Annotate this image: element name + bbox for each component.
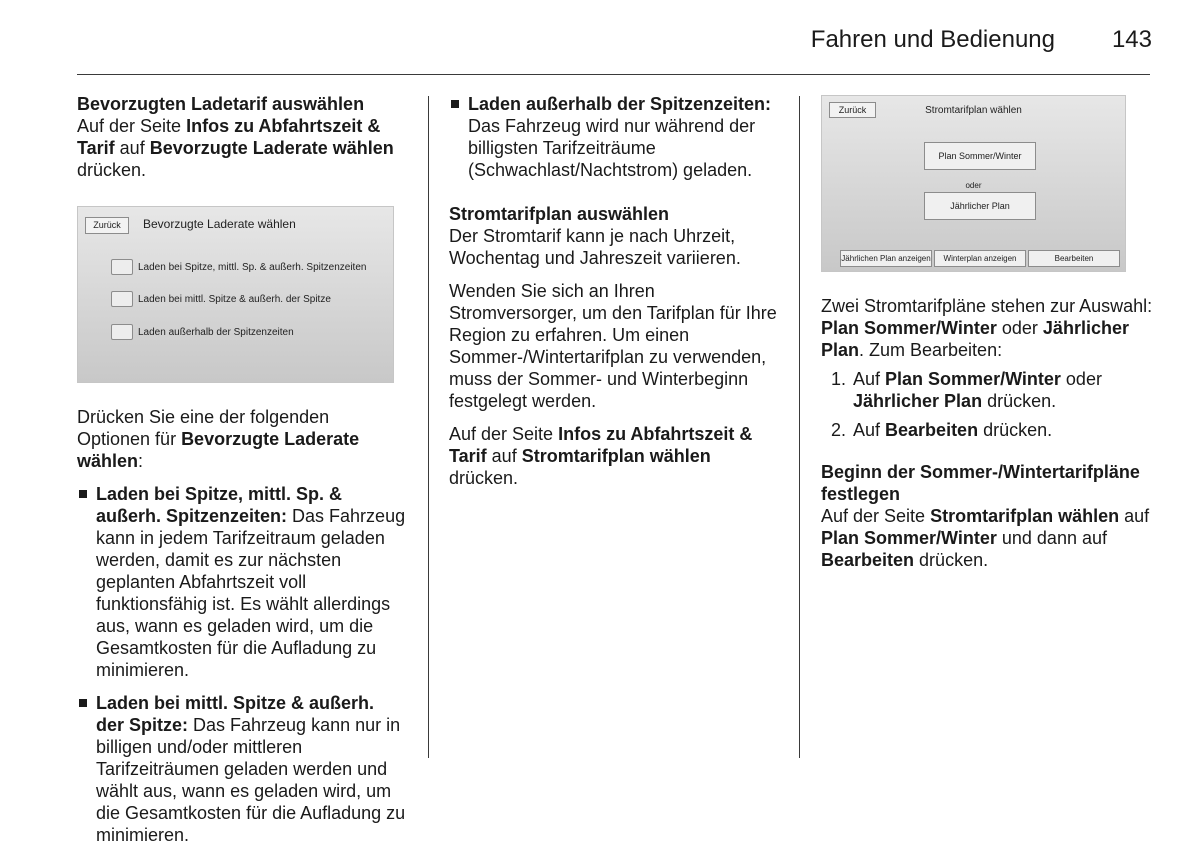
screen-bottom-button: Jährlichen Plan anzeigen	[840, 250, 932, 267]
bold-term: Infos zu Abfahrtszeit & Tarif	[77, 116, 381, 158]
list-item	[77, 692, 407, 846]
bullet-term: Laden bei mittl. Spitze & außerh. der Spitze:	[96, 693, 375, 735]
bold-term: Bearbeiten	[885, 420, 979, 440]
bold-term: Plan Sommer/Winter	[821, 318, 997, 338]
screenshot-bevorzugte-laderate	[77, 206, 394, 383]
text-run: oder	[1060, 369, 1102, 389]
text-run: :	[138, 451, 144, 471]
text-run: drücken.	[982, 391, 1057, 411]
checkbox-icon	[111, 324, 133, 340]
bullet-text: Das Fahrzeug kann nur in billigen und/oder mittleren Tarifzeiträumen geladen werden und wählt aus, wann es geladen wird, um die Gesamtkosten für die Aufladung zu minimieren.	[96, 715, 406, 845]
page-number: 143	[1111, 26, 1152, 53]
column-1	[77, 93, 407, 846]
step-text	[853, 369, 1102, 411]
text-run: Zwei Stromtarifpläne stehen zur Auswahl:	[821, 296, 1153, 316]
screen-back-button: Zurück	[85, 217, 129, 234]
bold-term: Bearbeiten	[821, 550, 915, 570]
header-title: Fahren und Bedienung	[810, 26, 1055, 53]
screen-bottom-button: Winterplan anzeigen	[934, 250, 1026, 267]
paragraph	[821, 505, 1153, 571]
column-divider-right	[799, 96, 800, 758]
bold-term: Stromtarifplan wählen	[521, 446, 711, 466]
bold-term: Plan Sommer/Winter	[821, 528, 997, 548]
steps-list	[821, 368, 1153, 441]
text-run: auf	[486, 446, 522, 466]
text-run: drücken.	[978, 420, 1053, 440]
bold-term: Stromtarifplan wählen	[930, 506, 1120, 526]
screen-jaehrlicher-plan-button: Jährlicher Plan	[924, 192, 1036, 220]
checkbox-icon	[111, 291, 133, 307]
screenshot-stromtarifplan	[821, 95, 1126, 272]
text-run: drücken.	[77, 160, 147, 180]
column-divider-left	[428, 96, 429, 758]
paragraph	[449, 423, 781, 489]
options-list	[77, 483, 407, 846]
screen-option-label: Laden bei Spitze, mittl. Sp. & außerh. Spitzenzeiten	[138, 262, 367, 273]
screen-plan-sommer-winter-button: Plan Sommer/Winter	[924, 142, 1036, 170]
text-run: Auf der Seite	[821, 506, 931, 526]
column-3	[821, 93, 1153, 571]
bullet-text: Das Fahrzeug wird nur während der billigsten Tarifzeiträume (Schwachlast/Nachtstrom) geladen.	[468, 116, 756, 180]
column-2	[449, 93, 781, 489]
screen-option-label: Laden außerhalb der Spitzenzeiten	[138, 327, 294, 338]
step-text	[853, 420, 1052, 440]
paragraph: Der Stromtarif kann je nach Uhrzeit, Wochentag und Jahreszeit variieren.	[449, 226, 741, 268]
screen-option-label: Laden bei mittl. Spitze & außerh. der Spitze	[138, 294, 331, 305]
screen-oder-label: oder	[965, 181, 982, 190]
text-run: Auf	[853, 420, 886, 440]
text-run: oder	[996, 318, 1043, 338]
list-item	[77, 483, 407, 681]
text-run: auf	[1119, 506, 1150, 526]
paragraph: Wenden Sie sich an Ihren Stromversorger, um den Tarifplan für Ihre Region zu erfahren. Um einen Sommer-/Wintertarifplan zu verwenden, muss der Sommer- und Winterbeginn festgelegt werden.	[449, 281, 777, 411]
text-run: Auf der Seite	[449, 424, 559, 444]
screen-bottom-button: Bearbeiten	[1028, 250, 1120, 267]
checkbox-icon	[111, 259, 133, 275]
options-list-continued	[449, 93, 781, 181]
screen-title: Stromtarifplan wählen	[925, 105, 1022, 116]
section-heading-stromtarifplan: Stromtarifplan auswählen	[449, 204, 670, 224]
text-run: auf	[114, 138, 150, 158]
options-intro-paragraph	[77, 406, 407, 472]
header-rule	[77, 74, 1150, 75]
section-heading-ladetarif: Bevorzugten Ladetarif auswählen	[77, 94, 365, 114]
bold-term: Bevorzugte Laderate wählen	[149, 138, 394, 158]
screen-title: Bevorzugte Laderate wählen	[143, 217, 296, 231]
bullet-text: Das Fahrzeug kann in jedem Tarifzeitraum geladen werden, damit es zur nächsten geplanten Abfahrtszeit voll funktionsfähig ist. Es wählt allerdings aus, wann es geladen wird, um die Gesamtkosten für die Aufladung zu minimieren.	[96, 506, 406, 680]
text-run: . Zum Bearbeiten:	[859, 340, 1003, 360]
bold-term: Jährlicher Plan	[853, 391, 983, 411]
section-heading-sommer-winter: Beginn der Sommer-/Wintertarifpläne festlegen	[821, 462, 1140, 504]
bold-term: Plan Sommer/Winter	[885, 369, 1061, 389]
bold-term: Jährlicher Plan	[821, 318, 1129, 360]
bold-term: Infos zu Abfahrtszeit & Tarif	[449, 424, 753, 466]
screen-back-button: Zurück	[829, 102, 876, 118]
text-run: drücken.	[449, 468, 519, 488]
bold-term: Bevorzugte Laderate wählen	[77, 429, 360, 471]
bullet-term: Laden außerhalb der Spitzenzeiten:	[468, 94, 772, 114]
intro-paragraph	[77, 115, 407, 181]
page-header	[0, 0, 1200, 80]
text-run: Auf der Seite	[77, 116, 187, 136]
bullet-term: Laden bei Spitze, mittl. Sp. & außerh. Spitzenzeiten:	[96, 484, 343, 526]
text-run: Auf	[853, 369, 886, 389]
list-item	[821, 419, 1153, 441]
paragraph	[821, 295, 1153, 361]
list-item	[449, 93, 781, 181]
list-item	[821, 368, 1153, 412]
text-run: und dann auf	[996, 528, 1107, 548]
text-run: drücken.	[914, 550, 989, 570]
step-number: 1.	[831, 369, 847, 389]
text-run: Drücken Sie eine der folgenden Optionen für	[77, 407, 330, 449]
step-number: 2.	[831, 420, 847, 440]
